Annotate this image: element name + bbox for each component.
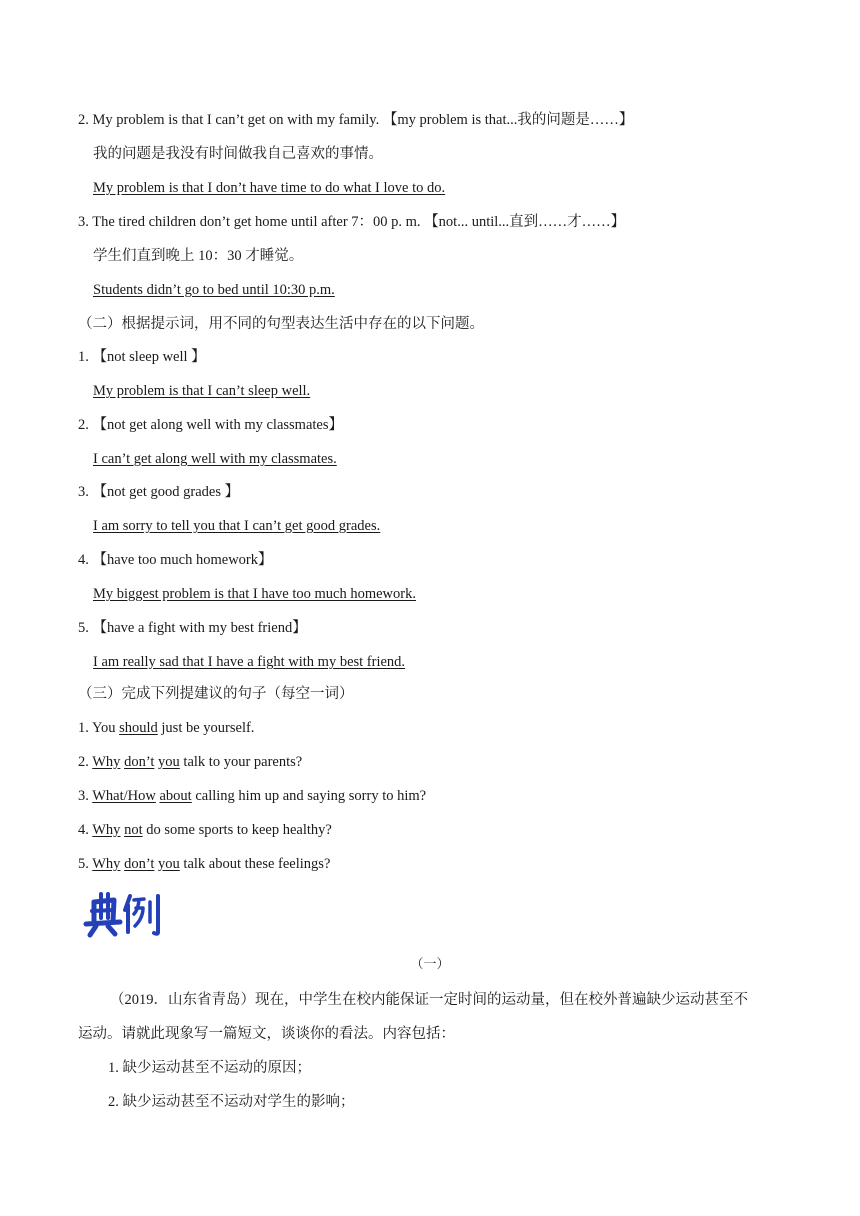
- advice-sentence-5: 5. Why don’t you talk about these feelings?: [78, 856, 331, 872]
- hint-answer-2: I can’t get along well with my classmates.: [93, 451, 337, 467]
- blank-answer: you: [158, 856, 180, 872]
- blank-answer: you: [158, 754, 180, 770]
- question-3: 3. The tired children don’t get home until after 7：00 p. m. 【not... until...直到……才……】: [78, 214, 626, 230]
- question-2: 2. My problem is that I can’t get on with my family. 【my problem is that...我的问题是……】: [78, 112, 634, 128]
- requirement-point-2: 2. 缺少运动甚至不运动对学生的影响；: [108, 1094, 355, 1110]
- advice-sentence-3: 3. What/How about calling him up and saying sorry to him?: [78, 788, 427, 804]
- hint-answer-3: I am sorry to tell you that I can’t get good grades.: [93, 518, 381, 534]
- hint-answer-4: My biggest problem is that I have too much homework.: [93, 586, 416, 602]
- blank-answer: What/How: [92, 788, 156, 804]
- hint-item-2: 2. 【not get along well with my classmates】: [78, 417, 343, 433]
- hint-answer-1: My problem is that I can’t sleep well.: [93, 383, 311, 399]
- hint-item-3: 3. 【not get good grades 】: [78, 484, 240, 500]
- advice-sentence-4: 4. Why not do some sports to keep healthy?: [78, 822, 332, 838]
- hint-item-4: 4. 【have too much homework】: [78, 552, 273, 568]
- advice-sentence-2: 2. Why don’t you talk to your parents?: [78, 754, 303, 770]
- blank-answer: Why: [92, 856, 121, 872]
- example-paragraph-line-2: 运动。请就此现象写一篇短文，谈谈你的看法。内容包括：: [78, 1026, 455, 1042]
- hint-item-5: 5. 【have a fight with my best friend】: [78, 620, 307, 636]
- blank-answer: Why: [92, 822, 121, 838]
- hint-answer-5: I am really sad that I have a fight with my best friend.: [93, 654, 406, 670]
- example-part-label: （一）: [410, 956, 450, 971]
- hint-item-1: 1. 【not sleep well 】: [78, 349, 206, 365]
- blank-answer: not: [124, 822, 143, 838]
- blank-answer: don’t: [124, 754, 155, 770]
- blank-answer: don’t: [124, 856, 155, 872]
- blank-answer: about: [159, 788, 192, 804]
- example-paragraph-line-1: （2019．山东省青岛）现在，中学生在校内能保证一定时间的运动量，但在校外普遍缺少运动甚至不: [110, 992, 748, 1008]
- example-logo-icon: [80, 888, 166, 940]
- requirement-point-1: 1. 缺少运动甚至不运动的原因；: [108, 1060, 311, 1076]
- blank-answer: should: [119, 720, 158, 736]
- blank-answer: Why: [92, 754, 121, 770]
- section-2-heading: （二）根据提示词，用不同的句型表达生活中存在的以下问题。: [78, 316, 484, 332]
- answer-2: My problem is that I don’t have time to do what I love to do.: [93, 180, 446, 196]
- answer-3: Students didn’t go to bed until 10:30 p.m.: [93, 282, 335, 298]
- chinese-prompt-3: 学生们直到晚上 10：30 才睡觉。: [93, 248, 304, 264]
- advice-sentence-1: 1. You should just be yourself.: [78, 720, 255, 736]
- chinese-prompt-2: 我的问题是我没有时间做我自己喜欢的事情。: [93, 146, 383, 162]
- section-3-heading: （三）完成下列提建议的句子（每空一词）: [78, 686, 354, 702]
